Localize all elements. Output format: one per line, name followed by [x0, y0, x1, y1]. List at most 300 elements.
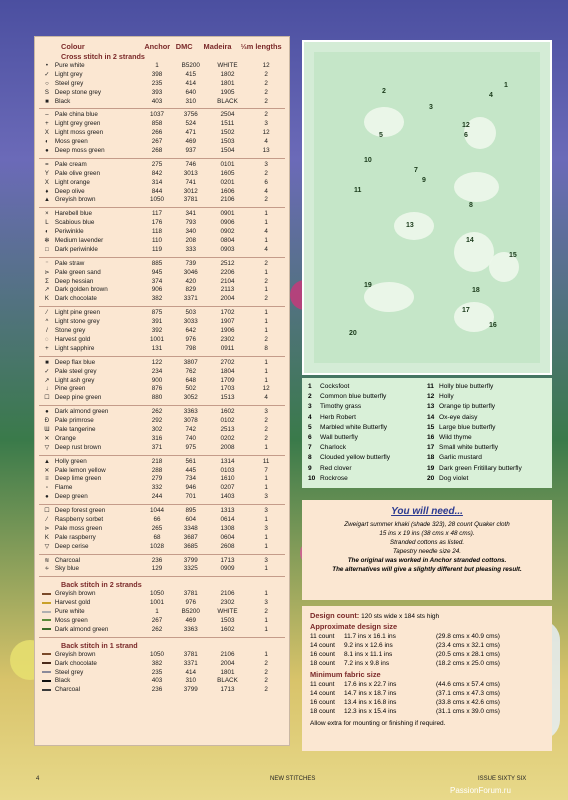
thread-length: 12	[262, 62, 270, 69]
thread-row	[39, 138, 285, 147]
stitch-symbol-icon: ↗	[44, 377, 50, 384]
legend-item	[308, 453, 427, 463]
key-header-row	[39, 42, 285, 51]
anchor-code: 382	[151, 659, 163, 667]
thread-row	[39, 534, 285, 543]
stitch-symbol-icon: ●	[45, 148, 49, 155]
thread-length: 3	[264, 507, 268, 515]
colour-header: Colour	[61, 42, 85, 51]
size-inches: 12.3 ins x 15.4 ins	[344, 708, 397, 715]
anchor-code: 1037	[150, 111, 165, 119]
thread-row	[39, 295, 285, 304]
fabric-size-list	[310, 680, 544, 716]
thread-name: Light moss green	[54, 129, 104, 137]
legend-item	[308, 382, 427, 392]
motif-number: 19	[364, 282, 372, 289]
thread-row	[39, 170, 285, 179]
stitch-symbol-icon: =	[45, 161, 49, 168]
stitch-symbol-icon: ^	[45, 319, 49, 326]
stitch-symbol-icon: ■	[45, 359, 49, 366]
madeira-code: 1713	[220, 686, 235, 694]
need-cottons: Stranded cottons as listed.	[389, 539, 465, 546]
thread-name: Steel grey	[54, 79, 84, 87]
dmc-code: 946	[185, 484, 197, 492]
anchor-code: 218	[151, 457, 163, 465]
page-footer	[0, 772, 568, 795]
legend-number: 9	[308, 464, 312, 472]
size-inches: 17.6 ins x 22.7 ins	[344, 681, 397, 688]
thread-name: Moss green	[54, 138, 88, 146]
madeira-code: 2302	[220, 599, 235, 607]
dmc-code: 742	[185, 425, 197, 433]
madeira-code: 0207	[220, 484, 235, 492]
backstitch-line-icon	[39, 677, 55, 686]
thread-name: Pale tangerine	[54, 425, 96, 433]
dmc-code: 798	[185, 344, 197, 352]
back-stitch-1-list	[39, 651, 285, 695]
dmc-code: 3363	[183, 408, 198, 416]
motif-number: 11	[354, 187, 362, 194]
madeira-code: 2104	[220, 277, 235, 285]
thread-name: Pale raspberry	[54, 533, 96, 541]
stitch-symbol-icon: ✕	[44, 467, 50, 474]
thread-name: Pine green	[54, 385, 86, 393]
legend-label: Red clover	[320, 464, 352, 472]
thread-name: Harvest gold	[54, 335, 91, 343]
thread-row	[39, 71, 285, 80]
dmc-code: 739	[185, 259, 197, 267]
thread-length: 6	[264, 178, 268, 186]
madeira-code: 1503	[220, 138, 235, 146]
thread-length: 2	[264, 295, 268, 303]
magazine-name: NEW STITCHES	[270, 776, 316, 782]
thread-name: Charcoal	[54, 686, 81, 694]
anchor-code: 1050	[150, 196, 165, 204]
legend-column	[308, 382, 427, 484]
approx-size-title: Approximate design size	[310, 622, 398, 631]
thread-length: 2	[264, 686, 268, 694]
cross-stitch-title: Cross stitch in 2 strands	[61, 52, 145, 61]
thread-row	[39, 543, 285, 552]
anchor-code: 1044	[150, 507, 165, 515]
thread-name: Holly green	[54, 457, 87, 465]
motif-number: 18	[472, 287, 480, 294]
legend-label: Common blue butterfly	[320, 393, 387, 401]
stitch-symbol-icon: ☐	[44, 395, 50, 402]
thread-length: 1	[264, 327, 268, 335]
thread-name: Pale olive green	[54, 169, 101, 177]
madeira-code: 1502	[220, 129, 235, 137]
thread-name: Periwinkle	[54, 228, 84, 236]
thread-name: Pale straw	[54, 259, 85, 267]
thread-length: 1	[264, 358, 268, 366]
anchor-code: 1001	[150, 599, 165, 607]
thread-name: Deep pine green	[54, 394, 102, 402]
thread-row	[39, 327, 285, 336]
madeira-code: 2302	[220, 335, 235, 343]
line-swatch	[42, 689, 51, 691]
anchor-code: 398	[151, 70, 163, 78]
legend-item	[308, 413, 427, 423]
thread-length: 4	[264, 138, 268, 146]
thread-group	[39, 158, 285, 205]
thread-length: 1	[264, 616, 268, 624]
madeira-code: 0201	[220, 178, 235, 186]
madeira-code: 1713	[220, 556, 235, 564]
legend-label: Dark green Fritillary butterfly	[439, 464, 522, 472]
thread-length: 1	[264, 475, 268, 483]
anchor-code: 391	[151, 318, 163, 326]
madeira-code: 0911	[220, 344, 235, 352]
thread-length: 2	[264, 88, 268, 96]
size-inches: 11.7 ins x 16.1 ins	[344, 633, 396, 640]
thread-name: Dark almond green	[54, 625, 109, 633]
thread-length: 3	[264, 556, 268, 564]
thread-row	[39, 417, 285, 426]
thread-row	[39, 286, 285, 295]
madeira-code: 0604	[220, 533, 235, 541]
dmc-code: 3807	[183, 358, 198, 366]
thread-length: 2	[264, 335, 268, 343]
thread-length: 1	[264, 237, 268, 245]
size-row	[310, 689, 544, 698]
stitch-symbol-icon: +	[45, 345, 49, 352]
dmc-code: 340	[185, 228, 197, 236]
anchor-code: 876	[151, 385, 163, 393]
line-swatch	[42, 619, 51, 621]
size-inches: 9.2 ins x 12.6 ins	[344, 642, 393, 649]
motif-number: 14	[466, 237, 474, 244]
thread-name: Deep cerise	[54, 542, 89, 550]
dmc-code: B5200	[181, 608, 200, 616]
legend-label: Small white butterfly	[439, 444, 498, 452]
dmc-code: 3052	[183, 394, 198, 402]
thread-row	[39, 196, 285, 205]
thread-row	[39, 435, 285, 444]
thread-length: 1	[264, 625, 268, 633]
legend-label: Rockrose	[320, 474, 348, 482]
stitch-symbol-icon: S	[44, 89, 49, 96]
thread-row	[39, 80, 285, 89]
madeira-code: 1906	[220, 327, 235, 335]
madeira-header: Madeira	[203, 42, 232, 51]
thread-length: 2	[264, 277, 268, 285]
dmc-code: 3013	[183, 169, 198, 177]
legend-label: Timothy grass	[320, 403, 362, 411]
anchor-code: 1050	[150, 590, 165, 598]
thread-length: 1	[264, 533, 268, 541]
thread-group	[39, 356, 285, 403]
motif-number: 8	[469, 202, 473, 209]
anchor-code: 234	[151, 367, 163, 375]
anchor-code: 302	[151, 425, 163, 433]
anchor-code: 117	[152, 210, 163, 218]
madeira-code: 0202	[220, 434, 235, 442]
legend-item	[427, 453, 546, 463]
anchor-code: 332	[151, 484, 163, 492]
thread-row	[39, 394, 285, 403]
thread-length: 1	[264, 309, 268, 317]
fabric-count: 14 count	[310, 690, 335, 697]
madeira-code: 1605	[220, 169, 235, 177]
thread-length: 12	[262, 129, 270, 137]
backstitch-row	[39, 599, 285, 608]
anchor-code: 68	[153, 533, 161, 541]
legend-number: 4	[308, 413, 312, 421]
thread-row	[39, 147, 285, 156]
thread-name: Greyish brown	[54, 196, 96, 204]
madeira-code: 1801	[220, 668, 235, 676]
backstitch-line-icon	[39, 608, 55, 617]
back-stitch-2-title: Back stitch in 2 strands	[61, 580, 142, 590]
anchor-code: 858	[151, 120, 163, 128]
dmc-code: 310	[185, 677, 197, 685]
legend-number: 20	[427, 474, 435, 482]
anchor-code: 131	[151, 344, 163, 352]
thread-row	[39, 385, 285, 394]
line-swatch	[42, 653, 51, 655]
anchor-code: 268	[151, 147, 163, 155]
legend-number: 3	[308, 403, 312, 411]
dmc-code: 741	[185, 178, 197, 186]
anchor-code: 880	[151, 394, 163, 402]
thread-length: 3	[264, 599, 268, 607]
thread-name: Scabious blue	[54, 219, 95, 227]
legend-label: Marbled white Butterfly	[320, 423, 388, 431]
madeira-code: 1709	[220, 376, 235, 384]
lengths-header: ⅓m lengths	[240, 42, 282, 51]
stitch-symbol-icon: ≋	[44, 557, 50, 564]
thread-row	[39, 475, 285, 484]
thread-name: Light pine green	[54, 309, 101, 317]
thread-row	[39, 458, 285, 467]
thread-row	[39, 228, 285, 237]
thread-name: Dark periwinkle	[54, 245, 98, 253]
legend-item	[427, 382, 546, 392]
thread-name: Pale green sand	[54, 268, 101, 276]
anchor-code: 262	[151, 625, 163, 633]
madeira-code: 2106	[220, 196, 235, 204]
thread-name: Pure white	[54, 608, 85, 616]
thread-name: Pale steel grey	[54, 367, 97, 375]
madeira-code: 0102	[220, 417, 235, 425]
legend-item	[308, 464, 427, 474]
madeira-code: 0902	[220, 228, 235, 236]
thread-length: 2	[264, 677, 268, 685]
thread-name: Pure white	[54, 62, 85, 69]
madeira-code: 1503	[220, 616, 235, 624]
thread-row	[39, 426, 285, 435]
dmc-code: 333	[185, 245, 197, 253]
madeira-code: 1511	[220, 120, 235, 128]
anchor-code: 235	[151, 668, 163, 676]
thread-row	[39, 493, 285, 502]
thread-length: 2	[264, 111, 268, 119]
need-fabric-size: 15 ins x 19 ins (38 cms x 48 cms).	[379, 530, 475, 537]
madeira-code: 2206	[220, 268, 235, 276]
madeira-code: 1602	[220, 625, 235, 633]
thread-name: Moss green	[54, 616, 88, 624]
dmc-code: 3781	[183, 650, 198, 658]
stitch-symbol-icon: ✕	[44, 435, 50, 442]
fabric-count: 11 count	[310, 633, 335, 640]
backstitch-line-icon	[39, 651, 55, 660]
size-row	[310, 698, 544, 707]
madeira-code: 2702	[220, 358, 235, 366]
madeira-code: 1606	[220, 187, 235, 195]
dmc-code: 469	[185, 616, 197, 624]
thread-name: Light ash grey	[54, 376, 95, 384]
thread-name: Dark almond green	[54, 408, 109, 416]
anchor-code: 1028	[150, 542, 165, 550]
line-swatch	[42, 671, 51, 673]
thread-row	[39, 565, 285, 574]
stitch-symbol-icon: ✓	[44, 71, 50, 78]
thread-name: Light orange	[54, 178, 90, 186]
thread-name: Pale cream	[54, 160, 87, 168]
stitch-symbol-icon: ⋗	[44, 269, 50, 276]
fabric-count: 14 count	[310, 642, 335, 649]
stitch-symbol-icon: Ʃ	[45, 278, 49, 285]
thread-group	[39, 306, 285, 353]
anchor-code: 267	[151, 616, 163, 624]
madeira-code: 1504	[220, 147, 235, 155]
dmc-code: 310	[185, 97, 197, 105]
stitch-symbol-icon: K	[44, 534, 49, 541]
thread-length: 13	[262, 147, 270, 155]
backstitch-line-icon	[39, 599, 55, 608]
madeira-code: WHITE	[217, 62, 238, 69]
legend-column	[427, 382, 546, 484]
thread-length: 1	[264, 210, 268, 218]
thread-length: 4	[264, 228, 268, 236]
madeira-code: 2004	[220, 659, 235, 667]
madeira-code: 0101	[220, 160, 235, 168]
thread-row	[39, 98, 285, 107]
madeira-code: 1403	[220, 493, 235, 501]
dmc-code: 701	[185, 493, 197, 501]
thread-name: Dark chocolate	[54, 659, 97, 667]
thread-name: Sky blue	[54, 565, 80, 573]
legend-number: 10	[308, 474, 316, 482]
legend-number: 13	[427, 403, 435, 411]
backstitch-line-icon	[39, 669, 55, 678]
thread-length: 1	[264, 484, 268, 492]
issue-label: ISSUE SIXTY SIX	[478, 776, 527, 782]
thread-length: 2	[264, 70, 268, 78]
dmc-code: 975	[185, 443, 197, 451]
thread-group	[39, 554, 285, 575]
colour-key-panel	[34, 36, 290, 746]
thread-name: Harvest gold	[54, 599, 91, 607]
design-count-label: Design count:	[310, 611, 360, 620]
anchor-code: 288	[151, 466, 163, 474]
anchor-code: 176	[151, 219, 163, 227]
legend-item	[308, 392, 427, 402]
thread-name: Orange	[54, 434, 76, 442]
madeira-code: 1314	[220, 457, 235, 465]
dmc-code: 341	[185, 210, 197, 218]
anchor-code: 236	[151, 556, 163, 564]
fabric-count: 11 count	[310, 681, 335, 688]
thread-length: 1	[264, 367, 268, 375]
dmc-code: B5200	[181, 62, 200, 69]
anchor-code: 129	[151, 565, 163, 573]
legend-item	[427, 464, 546, 474]
stitch-symbol-icon: •	[45, 63, 48, 69]
dmc-header: DMC	[175, 42, 193, 51]
madeira-code: 0103	[220, 466, 235, 474]
thread-row	[39, 309, 285, 318]
legend-number: 5	[308, 423, 312, 431]
thread-row	[39, 188, 285, 197]
legend-label: Ox-eye daisy	[439, 413, 478, 421]
legend-number: 12	[427, 393, 435, 401]
legend-item	[427, 433, 546, 443]
anchor-code: 316	[151, 434, 163, 442]
thread-name: Deep forest green	[54, 507, 106, 515]
anchor-code: 382	[151, 295, 163, 303]
anchor-code: 900	[151, 376, 163, 384]
size-cms: (44.6 cms x 57.4 cms)	[436, 681, 500, 688]
anchor-code: 945	[151, 268, 163, 276]
thread-group	[39, 62, 285, 106]
anchor-code: 844	[151, 187, 163, 195]
thread-row	[39, 269, 285, 278]
stitch-symbol-icon: –	[45, 112, 49, 119]
madeira-code: 2004	[220, 295, 235, 303]
butterfly-motif	[364, 107, 404, 137]
size-row	[310, 707, 544, 716]
dmc-code: 561	[185, 457, 197, 465]
size-inches: 8.1 ins x 11.1 ins	[344, 651, 393, 658]
thread-length: 2	[264, 425, 268, 433]
backstitch-row	[39, 590, 285, 599]
dmc-code: 469	[185, 138, 197, 146]
thread-name: Deep hessian	[54, 277, 94, 285]
thread-row	[39, 278, 285, 287]
size-row	[310, 641, 544, 650]
thread-length: 2	[264, 97, 268, 105]
thread-row	[39, 161, 285, 170]
madeira-code: 1907	[220, 318, 235, 326]
legend-item	[308, 402, 427, 412]
dmc-code: 746	[185, 160, 197, 168]
design-count-value: 120 sts wide x 184 sts high	[361, 613, 440, 620]
thread-name: Dark golden brown	[54, 286, 108, 294]
backstitch-row	[39, 608, 285, 617]
thread-row	[39, 260, 285, 269]
thread-length: 2	[264, 659, 268, 667]
thread-name: Pale primrose	[54, 417, 94, 425]
madeira-code: 2608	[220, 542, 235, 550]
thread-length: 1	[264, 219, 268, 227]
madeira-code: 1804	[220, 367, 235, 375]
stitch-symbol-icon: ↓	[45, 386, 49, 393]
thread-row	[39, 516, 285, 525]
backstitch-row	[39, 669, 285, 678]
line-swatch	[42, 662, 51, 664]
thread-length: 2	[264, 417, 268, 425]
thread-row	[39, 484, 285, 493]
size-row	[310, 650, 544, 659]
thread-length: 1	[264, 318, 268, 326]
stitch-symbol-icon: ▽	[44, 543, 50, 550]
design-size-box	[302, 606, 552, 751]
legend-number: 2	[308, 393, 312, 401]
legend-number: 17	[427, 444, 435, 452]
thread-name: Harebell blue	[54, 210, 92, 218]
